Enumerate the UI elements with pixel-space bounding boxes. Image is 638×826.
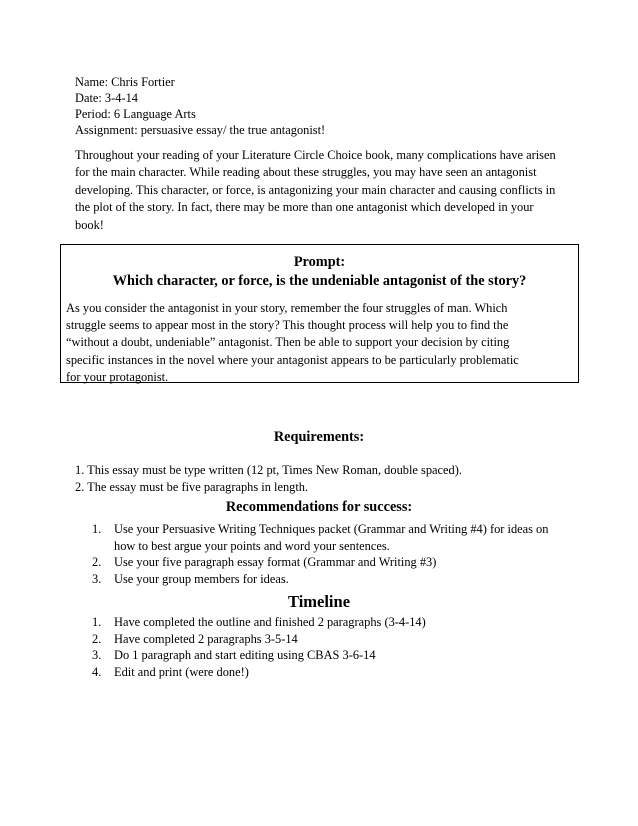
list-number: 1.	[92, 615, 102, 629]
intro-line: developing. This character, or force, is antagonizing your main character and causing conflicts in	[75, 182, 556, 197]
timeline-list	[92, 614, 426, 680]
list-item-text: Edit and print (were done!)	[114, 664, 249, 679]
assignment-title: Assignment: persuasive essay/ the true antagonist!	[75, 123, 326, 137]
assignment-date: Date: 3-4-14	[75, 91, 138, 105]
list-item	[92, 521, 548, 554]
intro-line: the plot of the story. In fact, there may be more than one antagonist which developed in your	[75, 200, 534, 215]
intro-paragraph	[75, 147, 575, 234]
list-item	[92, 647, 426, 664]
list-number: 3.	[92, 648, 102, 662]
prompt-title: Prompt:	[293, 254, 346, 270]
timeline-heading: Timeline	[287, 592, 351, 611]
prompt-body	[66, 300, 576, 386]
list-item	[92, 614, 426, 631]
list-number: 1.	[92, 522, 102, 536]
intro-line: Throughout your reading of your Literature Circle Choice book, many complications have arisen	[75, 148, 556, 162]
requirements-heading: Requirements:	[273, 429, 365, 445]
student-name: Name: Chris Fortier	[75, 75, 175, 89]
list-item: 2. The essay must be five paragraphs in length.	[75, 479, 309, 494]
list-item	[92, 664, 426, 681]
list-number: 3.	[92, 571, 102, 586]
prompt-line: “without a doubt, undeniable” antagonist. Then be able to support your decision by citing	[66, 335, 510, 350]
class-period: Period: 6 Language Arts	[75, 107, 196, 121]
prompt-question: Which character, or force, is the undeniable antagonist of the story?	[112, 273, 527, 289]
list-item	[92, 554, 548, 571]
list-item-text: Have completed the outline and finished 2 paragraphs (3-4-14)	[114, 615, 426, 629]
requirements-list	[75, 462, 462, 495]
list-item	[92, 631, 426, 648]
list-number: 2.	[92, 631, 102, 646]
list-number: 2.	[92, 555, 102, 569]
list-item-text: Do 1 paragraph and start editing using CBAS 3-6-14	[114, 648, 376, 662]
prompt-line: As you consider the antagonist in your story, remember the four struggles of man. Which	[66, 301, 508, 315]
list-item-text: Use your group members for ideas.	[114, 571, 289, 586]
intro-line: for the main character. While reading about these struggles, you may have seen an antagonist	[75, 165, 537, 180]
recommendations-heading: Recommendations for success:	[225, 499, 413, 515]
list-item: 1. This essay must be type written (12 pt, Times New Roman, double spaced).	[75, 463, 462, 477]
list-number: 4.	[92, 664, 102, 679]
prompt-box	[60, 244, 579, 383]
list-item-text: how to best argue your points and word your sentences.	[114, 538, 390, 553]
prompt-line: struggle seems to appear most in the story? This thought process will help you to find the	[66, 318, 509, 333]
list-item-text: Have completed 2 paragraphs 3-5-14	[114, 631, 298, 646]
recommendations-list	[92, 521, 548, 587]
prompt-line: for your protagonist.	[66, 369, 169, 384]
list-item-text: Use your Persuasive Writing Techniques packet (Grammar and Writing #4) for ideas on	[114, 522, 549, 536]
list-item	[92, 571, 548, 588]
student-header	[75, 74, 575, 138]
prompt-line: specific instances in the novel where your antagonist appears to be particularly problematic	[66, 352, 519, 367]
intro-line: book!	[75, 217, 104, 232]
list-item-text: Use your five paragraph essay format (Grammar and Writing #3)	[114, 555, 437, 569]
